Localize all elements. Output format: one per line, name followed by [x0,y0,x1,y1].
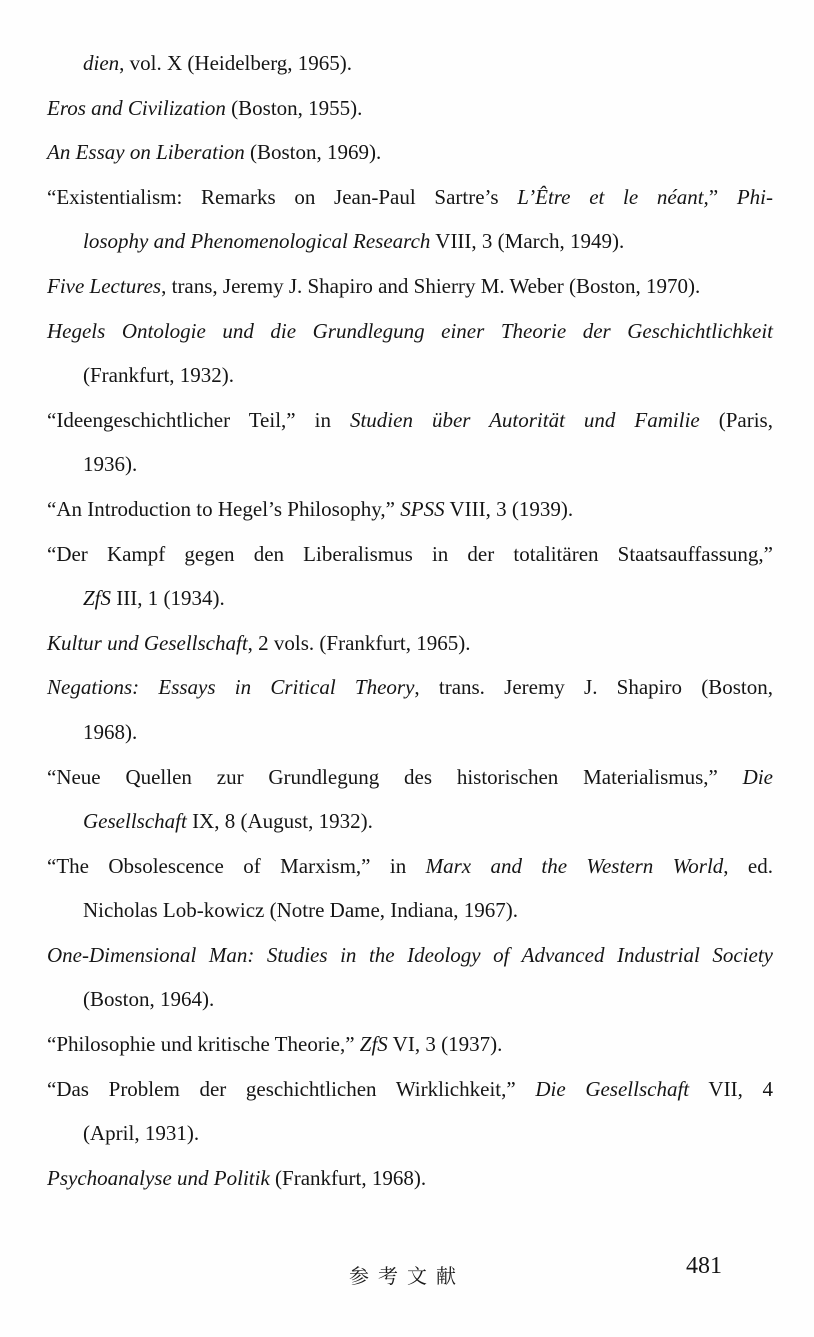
bib-entry [47,1156,773,1201]
bib-text-italic: Gesellschaft [83,809,187,834]
bib-text-italic: An Essay on Liberation [47,140,245,165]
bib-line [47,1067,773,1112]
bib-text-italic: One-Dimensional Man: Studies in the Ideology of Advanced Industrial Society [47,942,773,967]
bib-entry [47,41,773,86]
bib-line [47,487,773,532]
bib-entry [47,86,773,131]
bib-text: (Boston, 1964). [83,987,215,1012]
bibliography-list [47,41,773,1200]
bib-text: “Ideengeschichtlicher Teil,” in [47,407,350,432]
bib-line [47,264,773,309]
page-number: 481 [686,1253,722,1279]
bib-line [47,621,773,666]
bib-text-italic: Psychoanalyse und Politik [47,1165,270,1190]
bib-entry [47,532,773,621]
bib-line [47,353,773,398]
bib-text: (Paris, [699,407,773,432]
bib-text: , 2 vols. (Frankfurt, 1965). [247,630,471,655]
footer-section-title: 参考文献 [349,1266,465,1288]
bib-text: “The Obsolescence of Marxism,” in [47,853,426,878]
bib-text: VII, 4 [689,1076,773,1101]
bib-text: (April, 1931). [83,1121,200,1146]
bib-text-italic: Marx and the Western World [425,853,724,878]
bib-line [47,1156,773,1201]
bib-text: (Boston, 1955). [225,95,363,120]
bib-text-italic: Studien über Autorität und Familie [349,407,700,432]
bib-text: (Frankfurt, 1932). [83,363,235,388]
bib-text: , ed. [723,853,773,878]
bib-line [47,888,773,933]
bib-entry [47,665,773,754]
bib-text: “Neue Quellen zur Grundlegung des historischen Materialismus,” [47,764,743,789]
bib-text: “Existentialism: Remarks on Jean-Paul Sartre’s [47,184,518,209]
bib-line [47,710,773,755]
bib-line [47,755,773,800]
bib-text-italic: Eros and Civilization [47,95,226,120]
bib-text-italic: ZfS [83,586,112,611]
bib-entry [47,264,773,309]
bib-line [47,799,773,844]
bib-text: VIII, 3 (March, 1949). [430,229,625,254]
bib-line [47,398,773,443]
bib-entry [47,398,773,487]
bib-text: , trans. Jeremy J. Shapiro (Boston, [414,675,773,700]
bib-text-italic: losophy and Phenomenological Research [83,229,431,254]
bib-text: Nicholas Lob-kowicz (Notre Dame, Indiana, 1967). [83,898,519,923]
bib-line [47,844,773,889]
bib-text-italic: Negations: Essays in Critical Theory [47,675,415,700]
bib-text-italic: L’Être et le néant, [517,184,709,209]
bib-entry [47,487,773,532]
bib-text: “Philosophie und kritische Theorie,” [47,1032,360,1057]
bib-text: 1968). [83,719,138,744]
bib-line [47,442,773,487]
bib-text-italic: Hegels Ontologie und die Grundlegung einer Theorie der Geschichtlichkeit [47,318,773,343]
bib-text: , trans, Jeremy J. Shapiro and Shierry M. Weber (Boston, 1970). [161,273,701,298]
bib-entry [47,1067,773,1156]
bib-text-italic: Five Lectures [47,273,162,298]
bib-entry [47,933,773,1022]
bib-text-italic: Phi- [736,184,773,209]
bib-text-italic: SPSS [400,496,445,521]
bib-text: VI, 3 (1937). [387,1032,503,1057]
bib-line [47,576,773,621]
bib-line [47,130,773,175]
bib-entry [47,309,773,398]
bib-entry [47,621,773,666]
bib-line [47,1111,773,1156]
bib-text: (Boston, 1969). [244,140,382,165]
bib-line [47,665,773,710]
bib-line [47,532,773,577]
bib-line [47,1022,773,1067]
bib-entry [47,844,773,933]
bib-text: III, 1 (1934). [111,586,225,611]
bib-line [47,977,773,1022]
bib-text: , vol. X (Heidelberg, 1965). [119,51,353,75]
bib-entry [47,130,773,175]
bib-line [47,41,773,86]
bib-line [47,309,773,354]
bib-text-italic: Die Gesellschaft [535,1076,690,1101]
bib-line [47,933,773,978]
bib-text: “Das Problem der geschichtlichen Wirklichkeit,” [47,1076,536,1101]
bib-text-italic: Die [742,764,773,789]
bib-line [47,219,773,264]
bib-text-italic: Kultur und Gesellschaft [47,630,248,655]
bib-line [47,175,773,220]
bib-text: “Der Kampf gegen den Liberalismus in der totalitären Staatsauffassung,” [47,541,773,566]
bib-text: IX, 8 (August, 1932). [186,809,373,834]
bib-text-italic: dien [83,51,120,75]
bib-text: “An Introduction to Hegel’s Philosophy,” [47,496,401,521]
bib-text: (Frankfurt, 1968). [269,1165,427,1190]
bib-text-italic: ZfS [359,1032,388,1057]
bib-entry [47,755,773,844]
bib-text: 1936). [83,452,138,477]
bib-text: VIII, 3 (1939). [444,496,574,521]
bib-text: ” [708,184,737,209]
bib-line [47,86,773,131]
bib-entry [47,1022,773,1067]
bib-entry [47,175,773,264]
